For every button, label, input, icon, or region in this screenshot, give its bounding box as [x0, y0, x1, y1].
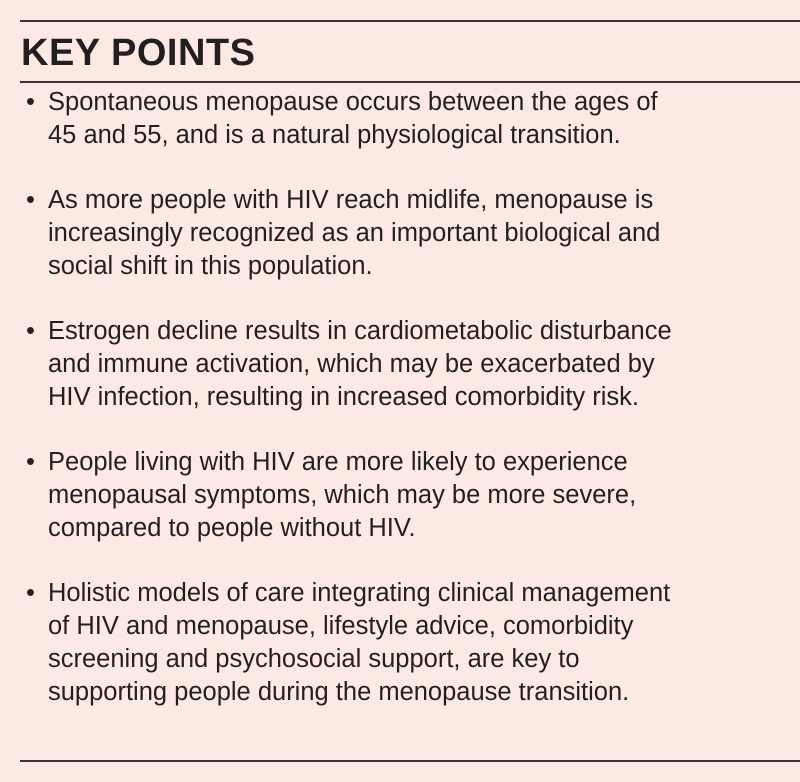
point-text-line: menopausal symptoms, which may be more severe, — [48, 481, 637, 509]
list-item — [0, 86, 672, 152]
point-text-line: Spontaneous menopause occurs between the ages of — [48, 88, 658, 116]
point-text-line: screening and psychosocial support, are key to — [48, 645, 580, 673]
point-text-line: social shift in this population. — [48, 252, 373, 280]
point-text-line: compared to people without HIV. — [48, 514, 416, 542]
title-rule — [20, 81, 800, 83]
list-item — [0, 577, 672, 709]
point-text-line: increasingly recognized as an important biological and — [48, 219, 661, 247]
point-text-line: Estrogen decline results in cardiometabolic disturbance — [48, 317, 672, 345]
page-title: KEY POINTS — [21, 32, 256, 74]
list-item — [0, 184, 672, 283]
point-text-line: Holistic models of care integrating clinical management — [48, 579, 671, 607]
bullet-icon: • — [26, 88, 35, 116]
bullet-icon: • — [26, 579, 35, 607]
list-item — [0, 315, 672, 414]
bullet-icon: • — [26, 317, 35, 345]
key-points-list — [0, 86, 672, 741]
top-rule — [20, 20, 800, 22]
point-text-line: of HIV and menopause, lifestyle advice, comorbidity — [48, 612, 634, 640]
point-text-line: and immune activation, which may be exacerbated by — [48, 350, 655, 378]
point-text-line: As more people with HIV reach midlife, menopause is — [48, 186, 654, 214]
bullet-icon: • — [26, 448, 35, 476]
bullet-icon: • — [26, 186, 35, 214]
point-text-line: 45 and 55, and is a natural physiological transition. — [48, 121, 621, 149]
bottom-rule — [20, 760, 800, 762]
list-item — [0, 446, 672, 545]
point-text-line: supporting people during the menopause transition. — [48, 678, 630, 706]
point-text-line: HIV infection, resulting in increased comorbidity risk. — [48, 383, 639, 411]
point-text-line: People living with HIV are more likely to experience — [48, 448, 628, 476]
